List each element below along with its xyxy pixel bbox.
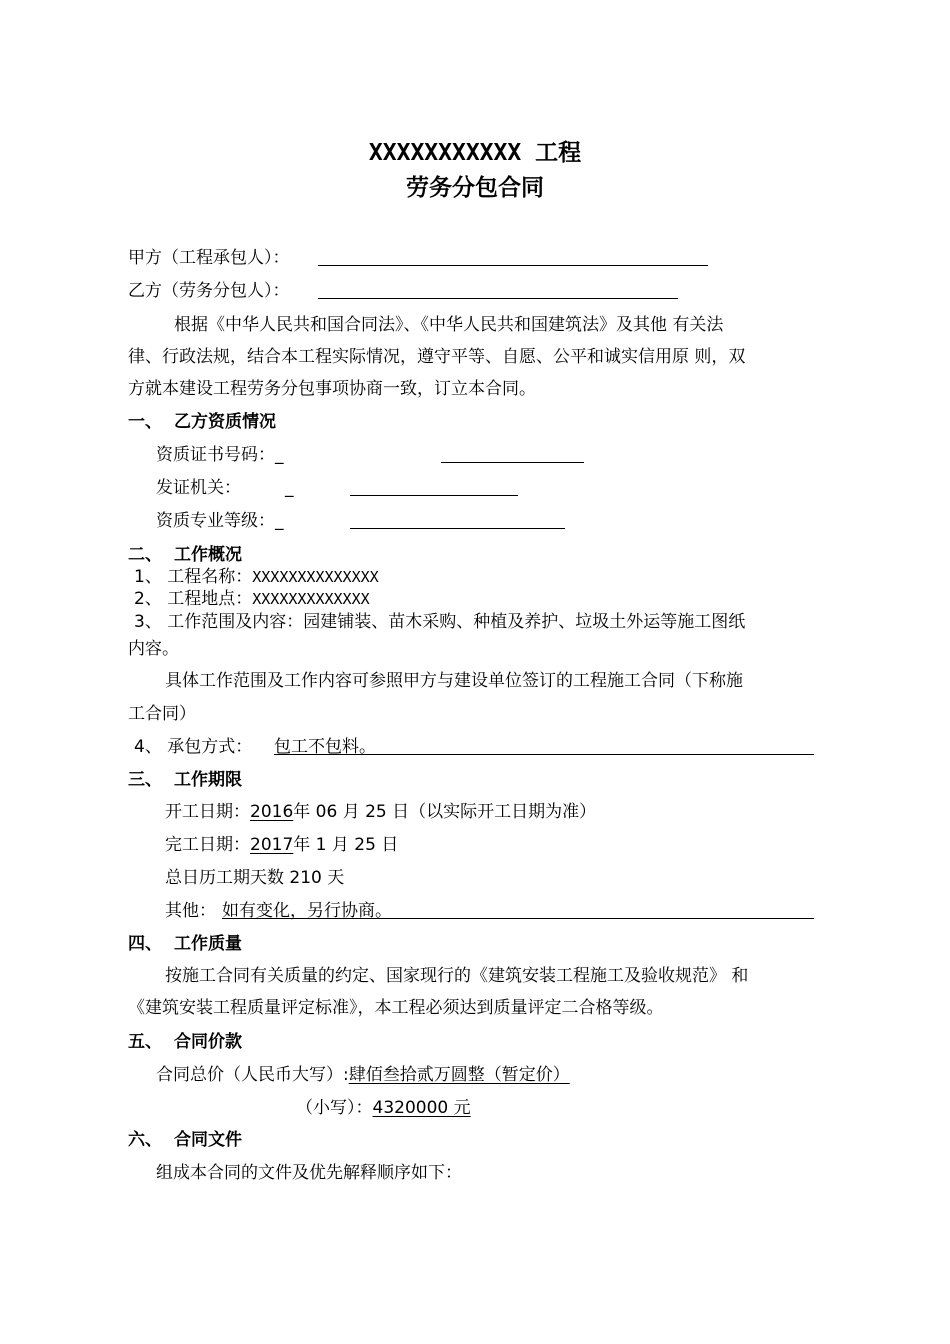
total-price	[156, 1064, 570, 1086]
scope-detail-line-1: 具体工作范围及工作内容可参照甲方与建设单位签订的工程施工合同（下称施	[165, 671, 743, 691]
start-date-rest: 年 06 月 25 日（以实际开工日期为准）	[293, 802, 597, 822]
party-b-label: 乙方（劳务分包人）：	[128, 281, 290, 301]
section-4-title: 工作质量	[174, 934, 242, 954]
section-6-title: 合同文件	[174, 1130, 242, 1150]
quality-line-2: 《建筑安装工程质量评定标准》，本工程必须达到质量评定二合格等级。	[128, 998, 664, 1018]
documents-intro: 组成本合同的文件及优先解释顺序如下：	[156, 1163, 462, 1183]
section-1-heading	[128, 411, 276, 433]
project-location-value: XXXXXXXXXXXXX	[252, 590, 370, 608]
title-project-name: XXXXXXXXXXX 工程	[368, 140, 582, 166]
scope-line-2: 内容。	[128, 639, 179, 659]
end-date-rest: 年 1 月 25 日	[293, 835, 399, 855]
section-1-title: 乙方资质情况	[174, 412, 276, 432]
quality-line-1: 按施工合同有关质量的约定、国家现行的《建筑安装工程施工及验收规范》 和	[165, 966, 749, 986]
total-price-label: 合同总价（人民币大写）:	[156, 1065, 349, 1085]
issuer-label: 发证机关：	[156, 478, 241, 498]
start-date	[165, 801, 596, 823]
other-label: 其他：	[165, 901, 216, 921]
section-3-title: 工作期限	[174, 770, 242, 790]
end-date-label: 完工日期：	[165, 835, 250, 855]
project-name-value: XXXXXXXXXXXXXX	[252, 568, 379, 586]
document-subtitle: 劳务分包合同	[406, 175, 544, 201]
section-3-number: 三、	[128, 770, 162, 790]
section-5-heading	[128, 1031, 242, 1053]
start-year: 2016	[250, 802, 294, 822]
preamble-line-3: 方就本建设工程劳务分包事项协商一致，订立本合同。	[128, 379, 536, 399]
cert-number-label: 资质证书号码：_	[156, 445, 284, 465]
other-value: 如有变化，另行协商。	[222, 901, 392, 921]
issuer-blank	[350, 495, 518, 496]
project-location-item	[134, 588, 370, 610]
total-price-value: 肆佰叁拾贰万圆整（暂定价）	[348, 1065, 570, 1085]
end-date	[165, 834, 398, 856]
start-date-label: 开工日期：	[165, 802, 250, 822]
section-2-title: 工作概况	[174, 545, 242, 565]
small-price-value: 4320000 元	[372, 1098, 471, 1118]
issuer-mark: _	[285, 478, 294, 498]
project-name-item	[134, 566, 379, 588]
contract-mode-label: 4、 承包方式：	[134, 737, 253, 757]
section-4-heading	[128, 933, 242, 955]
party-b-blank	[318, 298, 678, 299]
section-2-heading	[128, 544, 242, 566]
small-price-label: （小写）：	[296, 1098, 373, 1118]
end-year: 2017	[250, 835, 294, 855]
section-5-number: 五、	[128, 1032, 162, 1052]
party-a-blank	[318, 265, 708, 266]
preamble-line-1: 根据《中华人民共和国合同法》、《中华人民共和国建筑法》及其他 有关法	[174, 315, 724, 335]
party-a-label: 甲方（工程承包人）：	[128, 248, 290, 268]
total-days: 总日历工期天数 210 天	[165, 868, 345, 888]
section-4-number: 四、	[128, 934, 162, 954]
grade-blank	[350, 528, 565, 529]
preamble-line-2: 律、行政法规，结合本工程实际情况，遵守平等、自愿、公平和诚实信用原 则，双	[128, 347, 746, 367]
section-3-heading	[128, 769, 242, 791]
document-title	[0, 138, 950, 168]
project-name-label: 1、 工程名称：	[134, 567, 253, 587]
other-underline	[222, 918, 814, 919]
contract-mode-underline	[274, 754, 814, 755]
section-6-number: 六、	[128, 1130, 162, 1150]
section-2-number: 二、	[128, 545, 162, 565]
project-location-label: 2、 工程地点：	[134, 589, 253, 609]
scope-line-1: 3、 工作范围及内容：园建铺装、苗木采购、种植及养护、垃圾土外运等施工图纸	[134, 612, 746, 632]
scope-detail-line-2: 工合同）	[128, 704, 196, 724]
small-price	[296, 1097, 471, 1119]
cert-number-blank	[441, 462, 584, 463]
section-6-heading	[128, 1129, 242, 1151]
section-1-number: 一、	[128, 412, 162, 432]
grade-label: 资质专业等级：_	[156, 511, 284, 531]
contract-mode-value: 包工不包料。	[274, 737, 376, 757]
section-5-title: 合同价款	[174, 1032, 242, 1052]
